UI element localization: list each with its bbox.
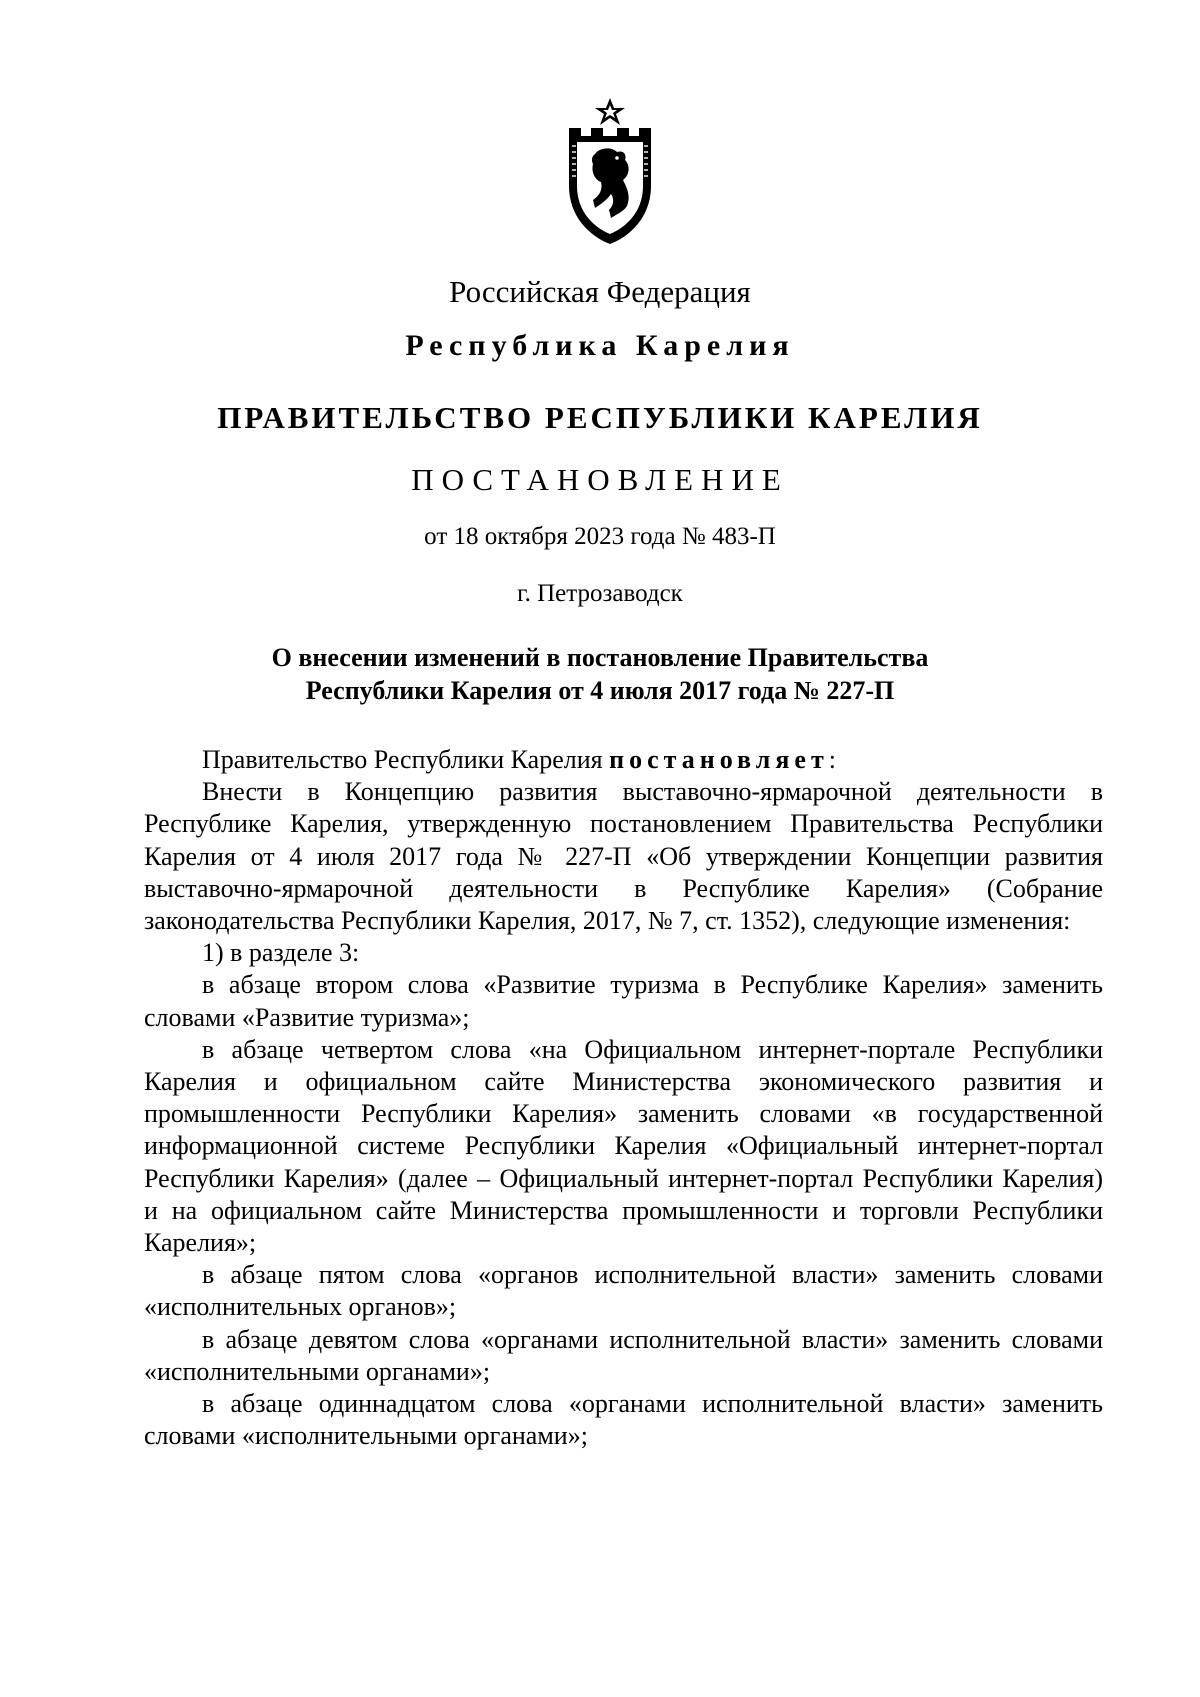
- document-city: г. Петрозаводск: [517, 580, 683, 607]
- subject-line-2: Республики Карелия от 4 июля 2017 года № 227-П: [305, 676, 895, 705]
- karelia-coat-of-arms-icon: [565, 96, 655, 246]
- government-name: ПРАВИТЕЛЬСТВО РЕСПУБЛИКИ КАРЕЛИЯ: [217, 400, 983, 435]
- intro-paragraph: [144, 744, 1103, 776]
- body-paragraph: 1) в разделе 3:: [202, 938, 360, 968]
- body-paragraph: в абзаце девятом слова «органами исполнительной власти» заменить словами «исполнительными органами»;: [144, 1324, 1103, 1386]
- document-subject: [0, 641, 1200, 707]
- body-paragraph: в абзаце втором слова «Развитие туризма в Республике Карелия» заменить словами «Развитие туризма»;: [144, 970, 1103, 1032]
- republic-name: Республика Карелия: [405, 329, 795, 362]
- body-paragraph: Внести в Концепцию развития выставочно-ярмарочной деятельности в Республике Карелия, утвержденную постановлением Правительства Республики Карелия от 4 июля 2017 года № 227-П «Об утверждении Концепции развития выставочно-ярмарочной деятельности в Республике Карелия» (Собрание законодательства Республики Карелия, 2017, № 7, ст. 1352), следующие изменения:: [144, 777, 1103, 936]
- intro-suffix: :: [828, 745, 836, 774]
- document-date-number: от 18 октября 2023 года № 483-П: [424, 523, 776, 550]
- body-paragraph: в абзаце одиннадцатом слова «органами исполнительной власти» заменить словами «исполнительными органами»;: [144, 1389, 1103, 1451]
- intro-keyword: постановляет: [609, 745, 829, 774]
- subject-line-1: О внесении изменений в постановление Правительства: [271, 643, 929, 672]
- body-paragraph: в абзаце пятом слова «органов исполнительной власти» заменить словами «исполнительных органов»;: [144, 1260, 1103, 1322]
- intro-prefix: Правительство Республики Карелия: [202, 745, 610, 774]
- document-body: [144, 744, 1103, 1452]
- document-type: ПОСТАНОВЛЕНИЕ: [411, 462, 789, 497]
- country-name: Российская Федерация: [449, 274, 751, 309]
- body-paragraph: в абзаце четвертом слова «на Официальном интернет-портале Республики Карелия и официальном сайте Министерства экономического развития и промышленности Республики Карелия» заменить словами «в государственной информационной системе Республики Карелия «Официальный интернет-портал Республики Карелия» (далее – Официальный интернет-портал Республики Карелия) и на официальном сайте Министерства промышленности и торговли Республики Карелия»;: [144, 1034, 1103, 1258]
